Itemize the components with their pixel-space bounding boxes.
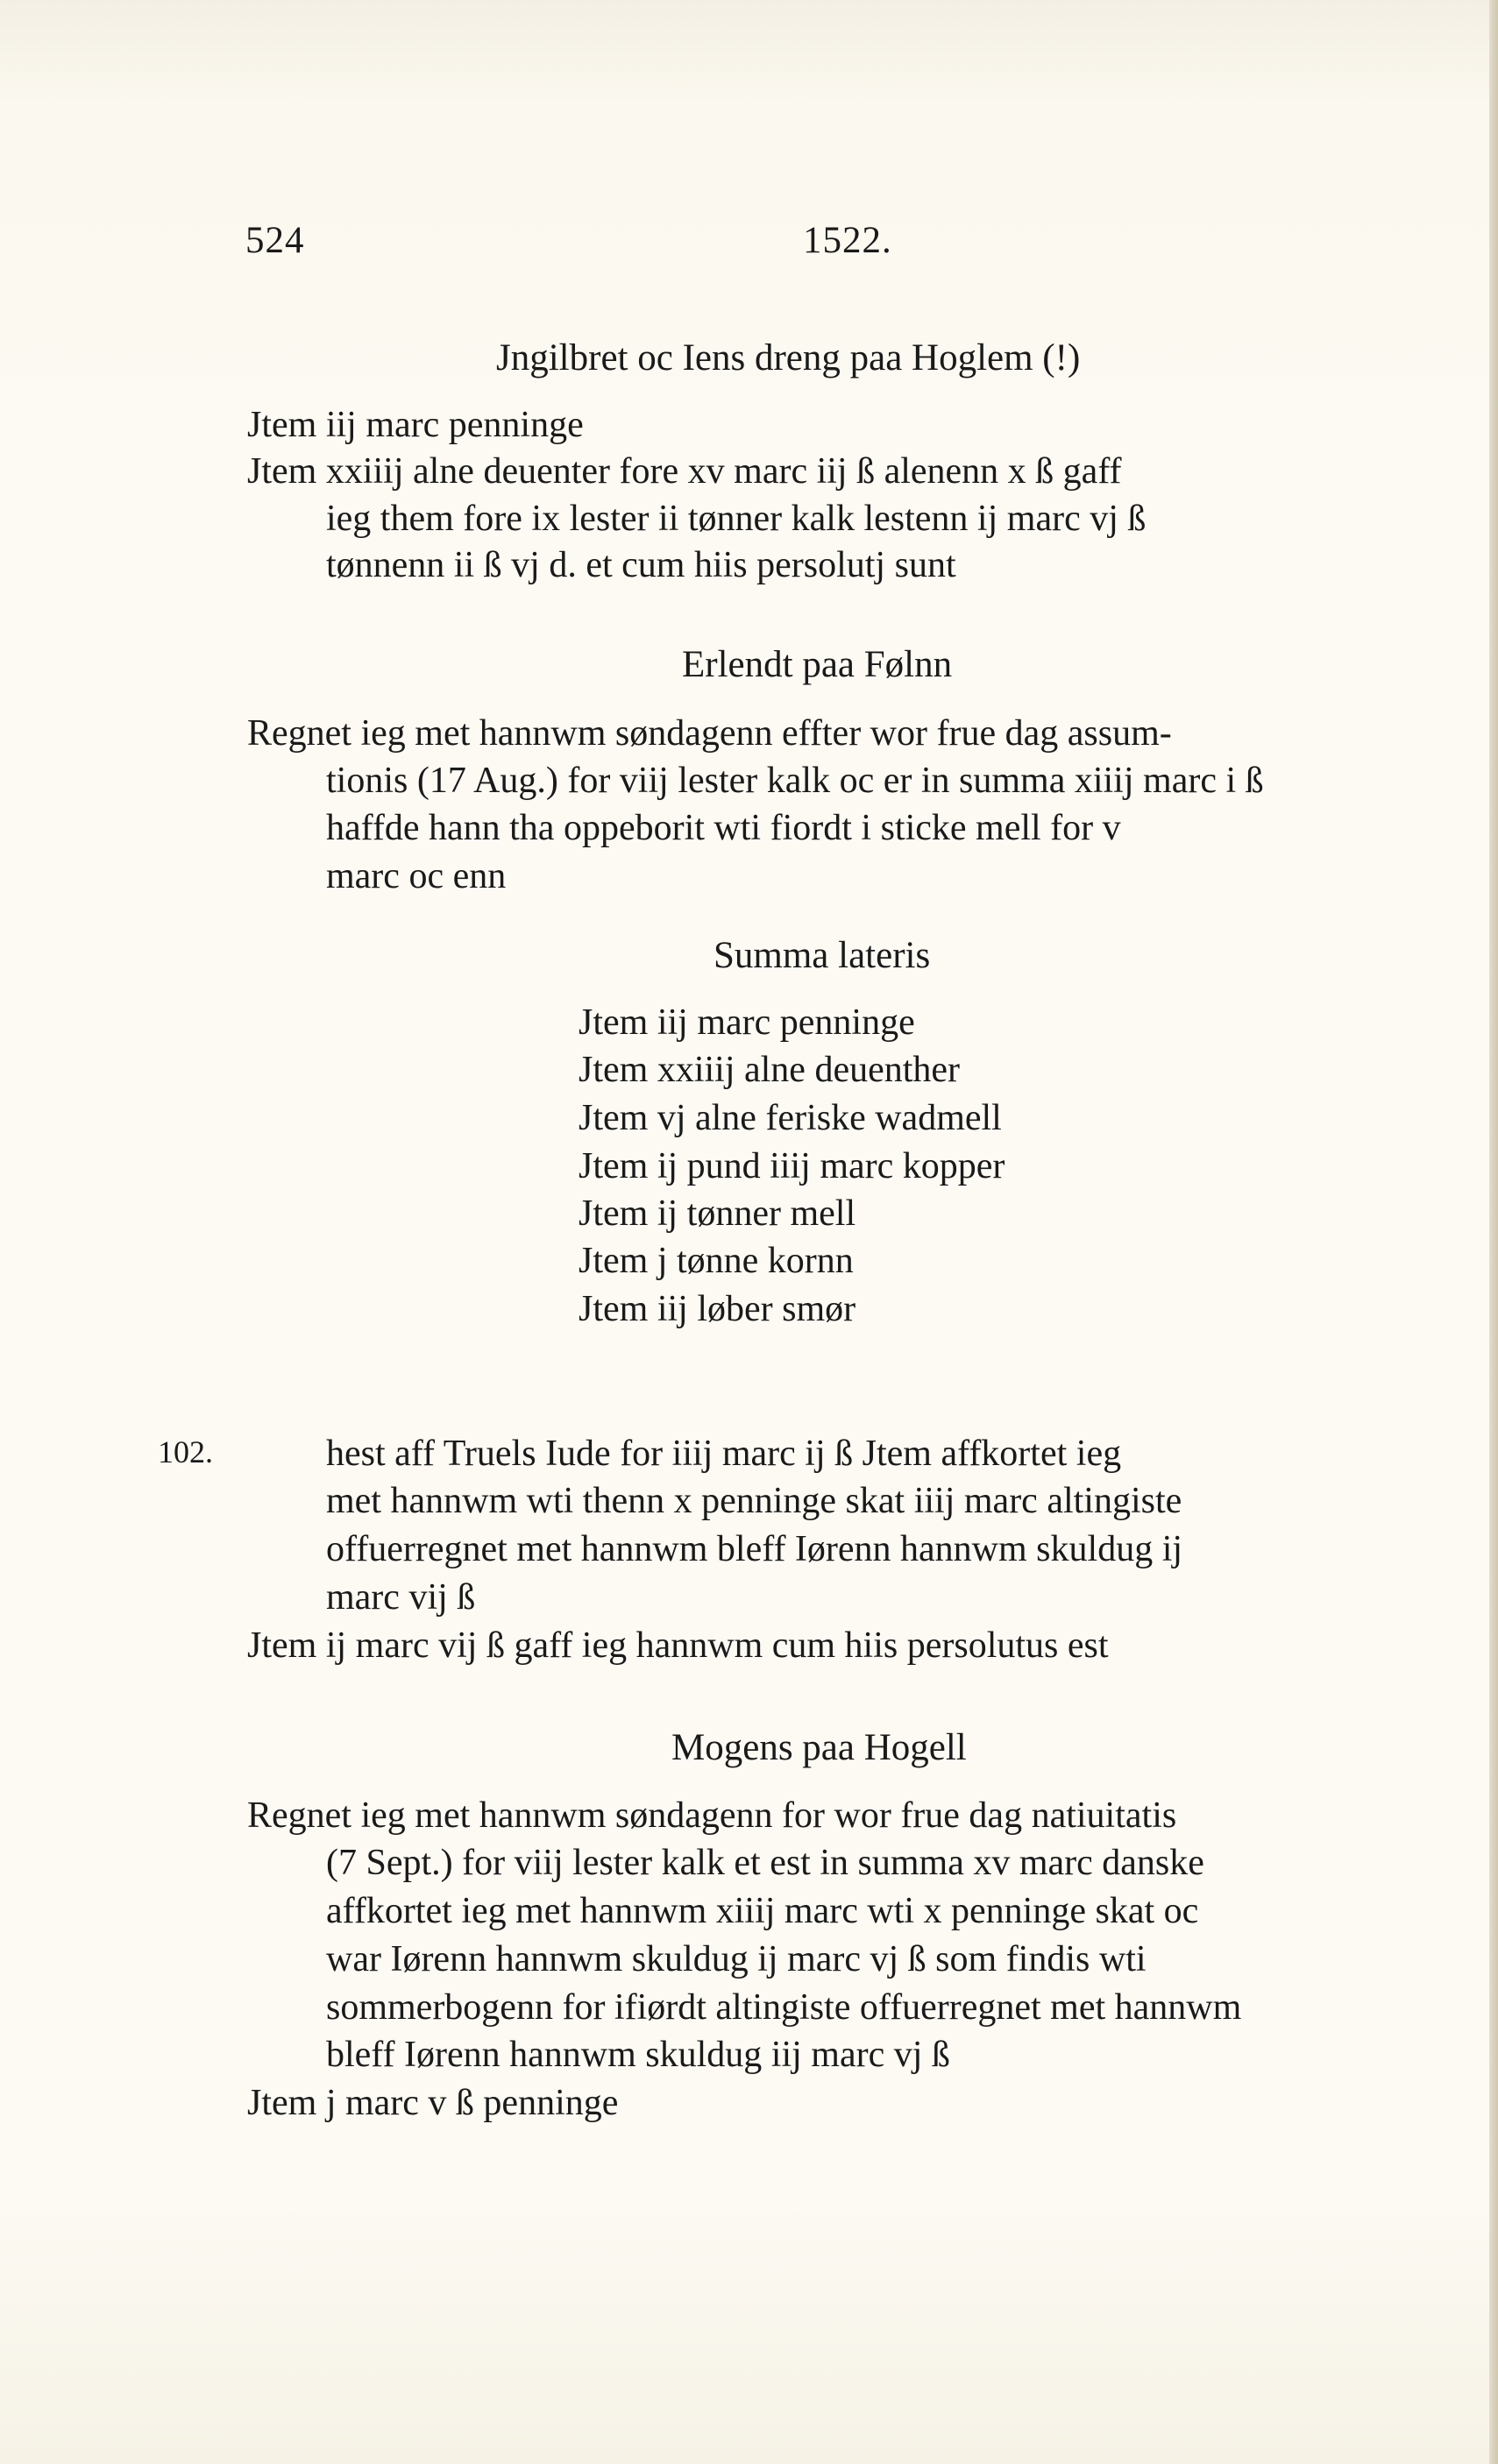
summa-line: Jtem iij marc penninge: [579, 1002, 915, 1043]
text-line: tionis (17 Aug.) for viij lester kalk oc er in summa xiiij marc i ß: [326, 761, 1264, 801]
running-year: 1522.: [803, 220, 892, 261]
entry-heading-jngilbret: Jngilbret oc Iens dreng paa Hoglem (!): [496, 337, 1081, 379]
summa-line: Jtem ij pund iiij marc kopper: [579, 1146, 1005, 1186]
text-line: Regnet ieg met hannwm søndagenn for wor frue dag natiuitatis: [247, 1795, 1177, 1836]
text-line: Regnet ieg met hannwm søndagenn effter wor frue dag assum-: [247, 713, 1172, 754]
text-line: Jtem iij marc penninge: [247, 405, 584, 445]
text-line-content: Jtem xxiiij alne deuenter fore xv marc iij ß alenenn x ß gaff: [247, 451, 1122, 492]
summa-line: Jtem j tønne kornn: [579, 1241, 854, 1281]
text-line: offuerregnet met hannwm bleff Iørenn hannwm skuldug ij: [326, 1529, 1183, 1569]
margin-number: 102.: [158, 1434, 213, 1469]
text-line: Jtem ij marc vij ß gaff ieg hannwm cum hiis persolutus est: [247, 1625, 1109, 1666]
text-line: marc oc enn: [326, 856, 507, 896]
text-line: (7 Sept.) for viij lester kalk et est in summa xv marc danske: [326, 1843, 1204, 1883]
text-line: bleff Iørenn hannwm skuldug iij marc vj ß: [326, 2035, 950, 2075]
text-line: sommerbogenn for ifiørdt altingiste offuerregnet met hannwm: [326, 1987, 1242, 2028]
text-line: ieg them fore ix lester ii tønner kalk lestenn ij marc vj ß: [326, 499, 1147, 539]
summa-heading: Summa lateris: [714, 935, 931, 976]
summa-line: Jtem iij løber smør: [579, 1289, 856, 1329]
page-edge: [1489, 0, 1498, 2464]
text-line: met hannwm wti thenn x penninge skat iiij marc altingiste: [326, 1481, 1182, 1521]
entry-heading-erlendt: Erlendt paa Følnn: [682, 644, 953, 685]
text-line: war Iørenn hannwm skuldug ij marc vj ß som findis wti: [326, 1939, 1147, 1979]
text-line: affkortet ieg met hannwm xiiij marc wti x penninge skat oc: [326, 1891, 1199, 1931]
summa-line: Jtem ij tønner mell: [579, 1193, 856, 1234]
text-line: marc vij ß: [326, 1577, 476, 1618]
entry-heading-mogens: Mogens paa Hogell: [671, 1727, 967, 1768]
summa-line: Jtem vj alne feriske wadmell: [579, 1098, 1002, 1138]
page-number: 524: [245, 220, 305, 261]
text-line: [247, 448, 1448, 495]
text-line: tønnenn ii ß vj d. et cum hiis persolutj sunt: [326, 545, 956, 585]
text-line: hest aff Truels Iude for iiij marc ij ß Jtem affkortet ieg: [326, 1434, 1122, 1474]
text-line: Jtem j marc v ß penninge: [247, 2083, 619, 2123]
summa-line: Jtem xxiiij alne deuenther: [579, 1050, 961, 1090]
text-line: haffde hann tha oppeborit wti fiordt i sticke mell for v: [326, 808, 1121, 848]
